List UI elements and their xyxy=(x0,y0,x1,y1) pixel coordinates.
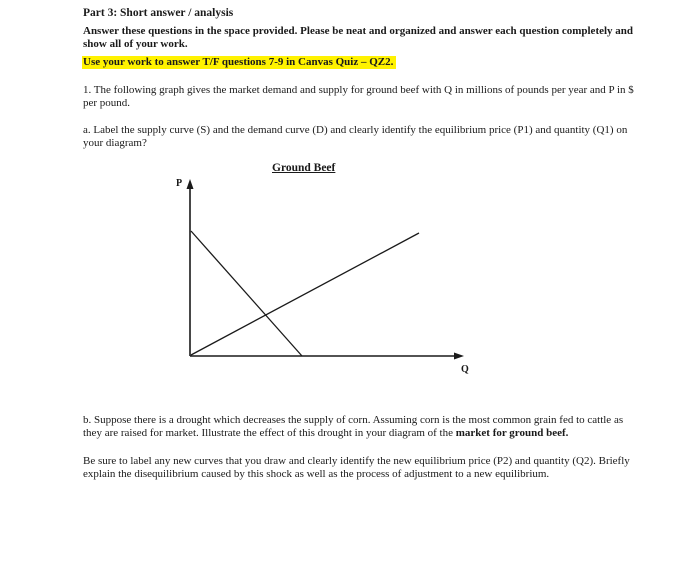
supply-curve xyxy=(191,233,419,355)
question-1a-text: a. Label the supply curve (S) and the demand curve (D) and clearly identify the equilibrium price (P1) and quantity (Q1) on your diagram? xyxy=(83,124,628,149)
question-1b-text xyxy=(83,414,643,440)
demand-curve xyxy=(191,231,302,356)
y-axis-label: P xyxy=(176,178,183,189)
question-1b-followup: Be sure to label any new curves that you draw and clearly identify the new equilibrium price (P2) and quantity (Q2). Briefly explain the disequilibrium caused by this shock as well as the process of adjustment to a new equilibrium. xyxy=(83,455,630,480)
part-title: Part 3: Short answer / analysis xyxy=(83,7,234,19)
question-1b-lead: b. Suppose there is a drought which decreases the supply of corn. Assuming corn is the most common grain fed to cattle as they are raised for market. Illustrate the effect of this drought in your diagram of the xyxy=(83,414,624,439)
canvas-quiz-note: Use your work to answer T/F questions 7-9 in Canvas Quiz – QZ2. xyxy=(82,56,396,69)
question-1b-emphasis: market for ground beef. xyxy=(455,427,569,439)
instructions: Answer these questions in the space provided. Please be neat and organized and answer each question completely and show all of your work. xyxy=(83,25,634,50)
x-axis-arrow xyxy=(454,353,464,360)
x-axis-label: Q xyxy=(461,364,469,375)
question-1-prompt: 1. The following graph gives the market demand and supply for ground beef with Q in millions of pounds per year and P in $ per pound. xyxy=(83,84,634,109)
graph-title: Ground Beef xyxy=(272,162,336,174)
y-axis-arrow xyxy=(187,179,194,189)
